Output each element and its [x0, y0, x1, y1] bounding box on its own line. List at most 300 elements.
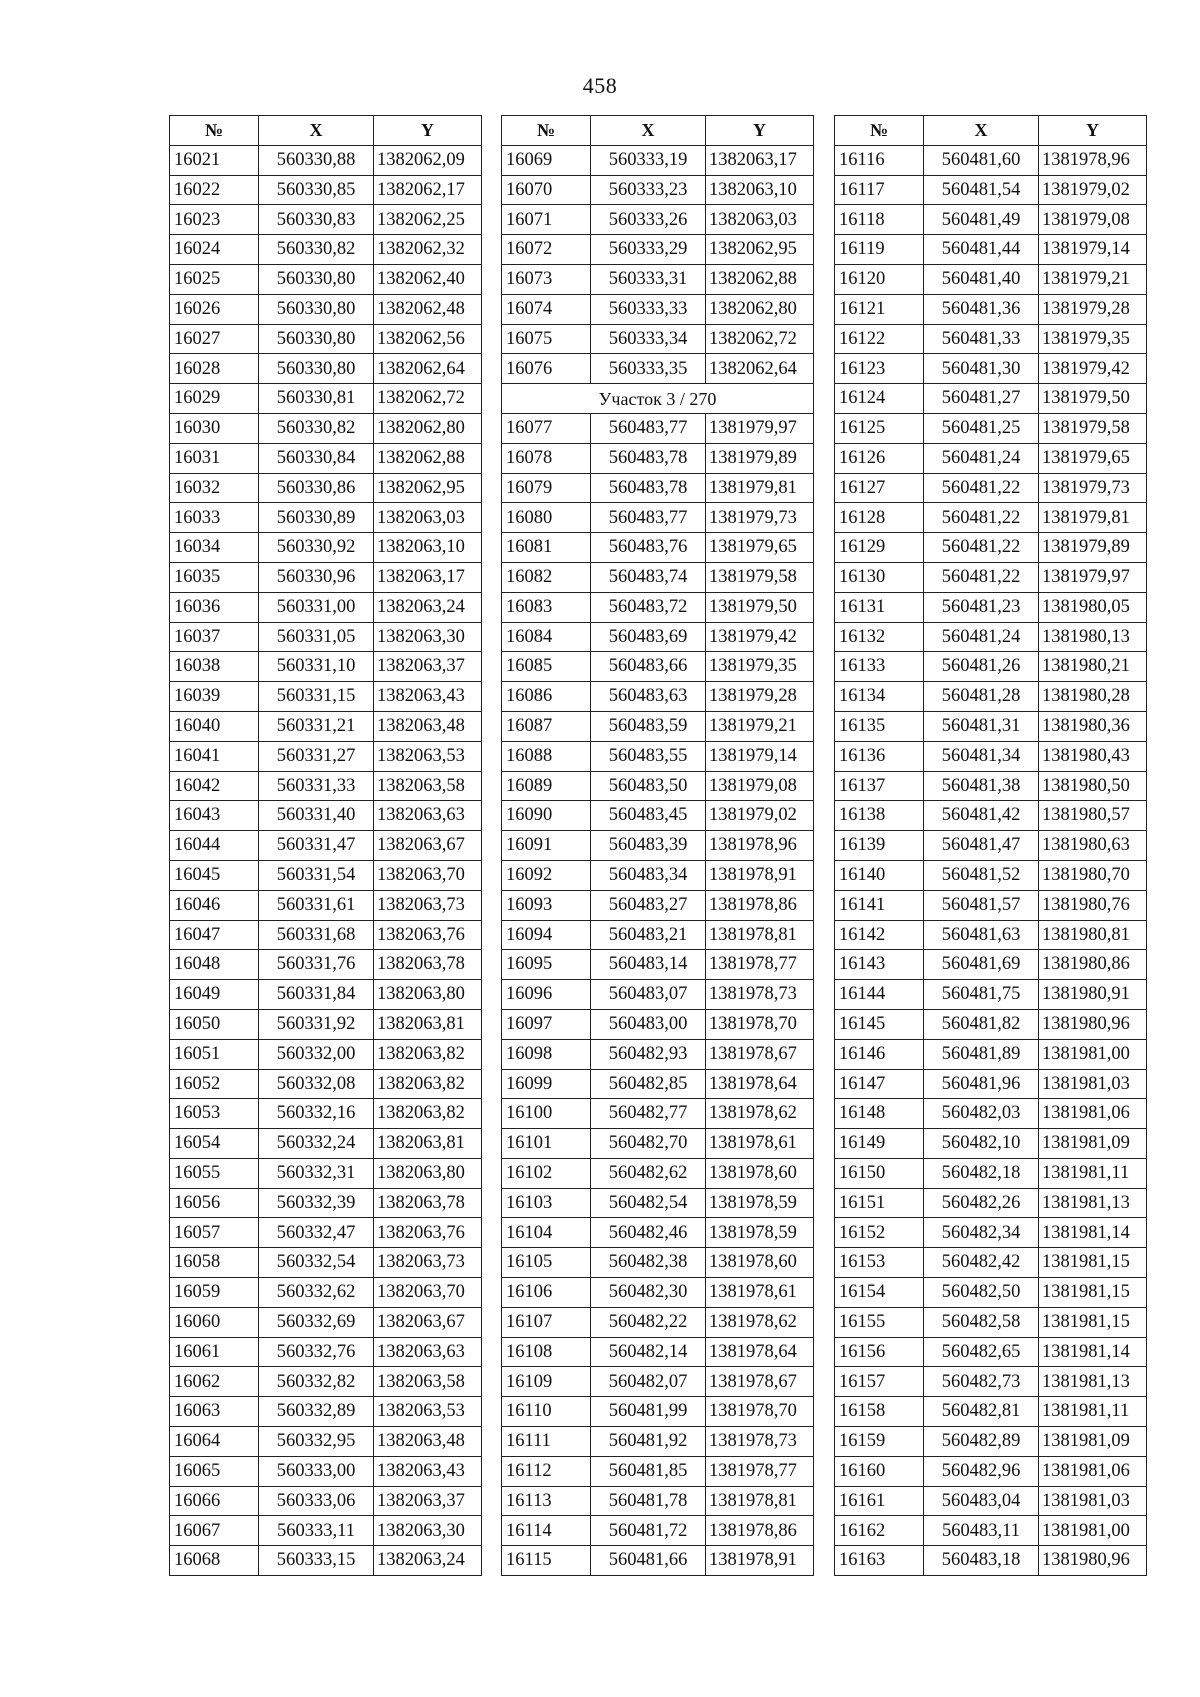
y-coordinate-cell: 1381981,03	[1039, 1486, 1147, 1516]
point-number-cell: 16103	[502, 1188, 591, 1218]
y-coordinate-cell: 1381978,60	[706, 1158, 814, 1188]
y-coordinate-cell: 1382063,53	[374, 1397, 482, 1427]
y-coordinate-cell: 1382063,48	[374, 1427, 482, 1457]
table-row	[502, 801, 814, 831]
x-coordinate-cell: 560330,86	[259, 473, 374, 503]
point-number-cell: 16114	[502, 1516, 591, 1546]
table-row	[170, 980, 482, 1010]
y-coordinate-cell: 1381978,70	[706, 1397, 814, 1427]
point-number-cell: 16048	[170, 950, 259, 980]
table-row	[835, 354, 1147, 384]
table-row	[835, 145, 1147, 175]
point-number-cell: 16123	[835, 354, 924, 384]
x-coordinate-cell: 560332,95	[259, 1427, 374, 1457]
point-number-cell: 16085	[502, 652, 591, 682]
y-coordinate-cell: 1381978,59	[706, 1188, 814, 1218]
table-row	[170, 920, 482, 950]
x-coordinate-cell: 560482,93	[591, 1039, 706, 1069]
table-row	[835, 860, 1147, 890]
point-number-cell: 16057	[170, 1218, 259, 1248]
table-row	[170, 801, 482, 831]
table-row	[835, 443, 1147, 473]
x-coordinate-cell: 560331,92	[259, 1009, 374, 1039]
point-number-cell: 16065	[170, 1456, 259, 1486]
x-coordinate-cell: 560481,78	[591, 1486, 706, 1516]
y-coordinate-cell: 1381978,59	[706, 1218, 814, 1248]
point-number-cell: 16034	[170, 533, 259, 563]
x-coordinate-cell: 560483,74	[591, 562, 706, 592]
x-coordinate-cell: 560481,22	[924, 533, 1039, 563]
table-row	[502, 175, 814, 205]
table-row	[170, 235, 482, 265]
x-coordinate-cell: 560332,16	[259, 1099, 374, 1129]
table-row	[835, 741, 1147, 771]
y-coordinate-cell: 1381979,65	[1039, 443, 1147, 473]
y-coordinate-cell: 1382063,24	[374, 592, 482, 622]
table-row	[835, 1486, 1147, 1516]
y-coordinate-cell: 1381981,11	[1039, 1158, 1147, 1188]
point-number-cell: 16091	[502, 831, 591, 861]
x-coordinate-cell: 560483,11	[924, 1516, 1039, 1546]
x-coordinate-cell: 560483,77	[591, 413, 706, 443]
y-coordinate-cell: 1381980,28	[1039, 682, 1147, 712]
table-row	[170, 473, 482, 503]
y-coordinate-cell: 1381979,89	[706, 443, 814, 473]
table-row	[835, 1129, 1147, 1159]
table-row	[170, 384, 482, 414]
y-coordinate-cell: 1382062,72	[374, 384, 482, 414]
table-row	[170, 1397, 482, 1427]
point-number-cell: 16094	[502, 920, 591, 950]
y-coordinate-cell: 1382063,76	[374, 920, 482, 950]
table-row	[502, 533, 814, 563]
table-row	[835, 1456, 1147, 1486]
table-row	[170, 1427, 482, 1457]
point-number-cell: 16132	[835, 622, 924, 652]
point-number-cell: 16078	[502, 443, 591, 473]
point-number-cell: 16119	[835, 235, 924, 265]
point-number-cell: 16061	[170, 1337, 259, 1367]
point-number-cell: 16077	[502, 413, 591, 443]
x-coordinate-cell: 560481,82	[924, 1009, 1039, 1039]
table-row	[502, 264, 814, 294]
y-coordinate-cell: 1382063,48	[374, 711, 482, 741]
y-coordinate-cell: 1381981,15	[1039, 1307, 1147, 1337]
table-row	[835, 473, 1147, 503]
point-number-cell: 16162	[835, 1516, 924, 1546]
y-coordinate-cell: 1382063,58	[374, 1367, 482, 1397]
point-number-cell: 16071	[502, 205, 591, 235]
y-coordinate-cell: 1382063,81	[374, 1129, 482, 1159]
point-number-cell: 16053	[170, 1099, 259, 1129]
x-coordinate-cell: 560481,22	[924, 503, 1039, 533]
x-coordinate-cell: 560483,04	[924, 1486, 1039, 1516]
point-number-cell: 16044	[170, 831, 259, 861]
page-number: 458	[582, 73, 618, 98]
point-number-cell: 16160	[835, 1456, 924, 1486]
x-coordinate-cell: 560483,45	[591, 801, 706, 831]
point-number-cell: 16066	[170, 1486, 259, 1516]
table-row	[170, 1158, 482, 1188]
y-coordinate-cell: 1382063,63	[374, 1337, 482, 1367]
x-coordinate-cell: 560483,77	[591, 503, 706, 533]
y-coordinate-cell: 1381979,28	[1039, 294, 1147, 324]
table-header-row	[835, 116, 1147, 146]
table-row	[835, 831, 1147, 861]
table-row	[835, 1069, 1147, 1099]
y-coordinate-cell: 1381981,09	[1039, 1129, 1147, 1159]
table-row	[502, 1397, 814, 1427]
y-coordinate-cell: 1382063,70	[374, 860, 482, 890]
x-coordinate-cell: 560330,96	[259, 562, 374, 592]
table-row	[170, 1546, 482, 1576]
x-coordinate-cell: 560330,92	[259, 533, 374, 563]
x-coordinate-cell: 560481,52	[924, 860, 1039, 890]
y-coordinate-cell: 1382063,37	[374, 652, 482, 682]
table-row	[502, 503, 814, 533]
table-row	[835, 384, 1147, 414]
y-coordinate-cell: 1382063,80	[374, 980, 482, 1010]
x-coordinate-cell: 560481,26	[924, 652, 1039, 682]
y-coordinate-cell: 1381978,64	[706, 1337, 814, 1367]
point-number-cell: 16140	[835, 860, 924, 890]
y-coordinate-cell: 1381978,77	[706, 950, 814, 980]
point-number-cell: 16063	[170, 1397, 259, 1427]
point-number-cell: 16151	[835, 1188, 924, 1218]
x-coordinate-cell: 560332,00	[259, 1039, 374, 1069]
point-number-cell: 16072	[502, 235, 591, 265]
point-number-cell: 16050	[170, 1009, 259, 1039]
y-coordinate-cell: 1381981,06	[1039, 1099, 1147, 1129]
x-coordinate-cell: 560482,42	[924, 1248, 1039, 1278]
table-row	[170, 1039, 482, 1069]
table-row	[835, 1337, 1147, 1367]
point-number-cell: 16056	[170, 1188, 259, 1218]
coordinates-table-2	[501, 115, 814, 1576]
x-coordinate-cell: 560481,60	[924, 145, 1039, 175]
y-coordinate-cell: 1381979,58	[1039, 413, 1147, 443]
table-row	[835, 1158, 1147, 1188]
table-row	[170, 1307, 482, 1337]
y-coordinate-cell: 1382063,67	[374, 1307, 482, 1337]
y-coordinate-cell: 1381980,43	[1039, 741, 1147, 771]
point-number-cell: 16102	[502, 1158, 591, 1188]
point-number-cell: 16112	[502, 1456, 591, 1486]
point-number-cell: 16093	[502, 890, 591, 920]
x-coordinate-cell: 560482,77	[591, 1099, 706, 1129]
x-coordinate-cell: 560482,46	[591, 1218, 706, 1248]
y-coordinate-cell: 1382063,30	[374, 622, 482, 652]
x-coordinate-cell: 560481,22	[924, 562, 1039, 592]
y-coordinate-cell: 1381981,15	[1039, 1278, 1147, 1308]
y-coordinate-cell: 1381979,73	[1039, 473, 1147, 503]
point-number-cell: 16076	[502, 354, 591, 384]
x-coordinate-cell: 560333,15	[259, 1546, 374, 1576]
point-number-cell: 16097	[502, 1009, 591, 1039]
x-coordinate-cell: 560333,23	[591, 175, 706, 205]
x-coordinate-cell: 560482,50	[924, 1278, 1039, 1308]
point-number-cell: 16104	[502, 1218, 591, 1248]
x-coordinate-cell: 560483,72	[591, 592, 706, 622]
x-coordinate-cell: 560483,78	[591, 473, 706, 503]
y-coordinate-cell: 1381981,06	[1039, 1456, 1147, 1486]
y-coordinate-cell: 1381979,14	[706, 741, 814, 771]
point-number-cell: 16136	[835, 741, 924, 771]
y-coordinate-cell: 1382062,88	[374, 443, 482, 473]
y-coordinate-cell: 1382063,03	[706, 205, 814, 235]
point-number-cell: 16139	[835, 831, 924, 861]
y-coordinate-cell: 1382063,58	[374, 771, 482, 801]
x-coordinate-cell: 560483,18	[924, 1546, 1039, 1576]
table-row	[170, 1486, 482, 1516]
y-coordinate-cell: 1382062,09	[374, 145, 482, 175]
table-row	[170, 324, 482, 354]
point-number-cell: 16095	[502, 950, 591, 980]
x-coordinate-cell: 560482,38	[591, 1248, 706, 1278]
point-number-cell: 16157	[835, 1367, 924, 1397]
point-number-cell: 16055	[170, 1158, 259, 1188]
point-number-cell: 16137	[835, 771, 924, 801]
y-coordinate-cell: 1381979,14	[1039, 235, 1147, 265]
x-coordinate-cell: 560482,96	[924, 1456, 1039, 1486]
y-coordinate-cell: 1382063,30	[374, 1516, 482, 1546]
header-number: №	[502, 116, 591, 146]
table-row	[502, 950, 814, 980]
y-coordinate-cell: 1381980,21	[1039, 652, 1147, 682]
x-coordinate-cell: 560333,11	[259, 1516, 374, 1546]
y-coordinate-cell: 1382062,88	[706, 264, 814, 294]
x-coordinate-cell: 560481,30	[924, 354, 1039, 384]
section-row	[502, 384, 814, 414]
table-row	[835, 1188, 1147, 1218]
table-row	[502, 682, 814, 712]
y-coordinate-cell: 1382063,53	[374, 741, 482, 771]
point-number-cell: 16099	[502, 1069, 591, 1099]
x-coordinate-cell: 560331,76	[259, 950, 374, 980]
table-row	[170, 175, 482, 205]
y-coordinate-cell: 1381978,67	[706, 1039, 814, 1069]
table-row	[835, 235, 1147, 265]
x-coordinate-cell: 560483,14	[591, 950, 706, 980]
y-coordinate-cell: 1381979,73	[706, 503, 814, 533]
table-row	[835, 652, 1147, 682]
table-row	[170, 413, 482, 443]
table-row	[502, 1546, 814, 1576]
y-coordinate-cell: 1382063,10	[706, 175, 814, 205]
table-row	[502, 1099, 814, 1129]
x-coordinate-cell: 560330,85	[259, 175, 374, 205]
x-coordinate-cell: 560481,69	[924, 950, 1039, 980]
point-number-cell: 16086	[502, 682, 591, 712]
table-row	[170, 741, 482, 771]
table-row	[835, 950, 1147, 980]
coordinates-table-3	[834, 115, 1147, 1576]
x-coordinate-cell: 560331,00	[259, 592, 374, 622]
y-coordinate-cell: 1381980,63	[1039, 831, 1147, 861]
x-coordinate-cell: 560482,26	[924, 1188, 1039, 1218]
point-number-cell: 16074	[502, 294, 591, 324]
y-coordinate-cell: 1382063,17	[706, 145, 814, 175]
x-coordinate-cell: 560330,82	[259, 235, 374, 265]
x-coordinate-cell: 560331,15	[259, 682, 374, 712]
table-row	[502, 831, 814, 861]
table-row	[502, 1129, 814, 1159]
point-number-cell: 16067	[170, 1516, 259, 1546]
y-coordinate-cell: 1381981,11	[1039, 1397, 1147, 1427]
point-number-cell: 16148	[835, 1099, 924, 1129]
x-coordinate-cell: 560482,89	[924, 1427, 1039, 1457]
table-row	[170, 145, 482, 175]
table-header-row	[502, 116, 814, 146]
point-number-cell: 16026	[170, 294, 259, 324]
table-row	[835, 980, 1147, 1010]
table-row	[835, 592, 1147, 622]
y-coordinate-cell: 1381979,02	[706, 801, 814, 831]
point-number-cell: 16134	[835, 682, 924, 712]
table-row	[170, 652, 482, 682]
table-row	[170, 1069, 482, 1099]
y-coordinate-cell: 1382063,17	[374, 562, 482, 592]
x-coordinate-cell: 560481,63	[924, 920, 1039, 950]
point-number-cell: 16111	[502, 1427, 591, 1457]
y-coordinate-cell: 1381979,50	[706, 592, 814, 622]
y-coordinate-cell: 1381978,81	[706, 920, 814, 950]
header-y: Y	[1039, 116, 1147, 146]
table-row	[170, 1337, 482, 1367]
point-number-cell: 16090	[502, 801, 591, 831]
point-number-cell: 16083	[502, 592, 591, 622]
x-coordinate-cell: 560483,69	[591, 622, 706, 652]
x-coordinate-cell: 560481,27	[924, 384, 1039, 414]
point-number-cell: 16127	[835, 473, 924, 503]
point-number-cell: 16106	[502, 1278, 591, 1308]
x-coordinate-cell: 560481,40	[924, 264, 1039, 294]
table-row	[835, 1546, 1147, 1576]
x-coordinate-cell: 560481,24	[924, 622, 1039, 652]
table-row	[502, 562, 814, 592]
y-coordinate-cell: 1381978,60	[706, 1248, 814, 1278]
y-coordinate-cell: 1381978,96	[706, 831, 814, 861]
x-coordinate-cell: 560483,63	[591, 682, 706, 712]
table-row	[502, 1248, 814, 1278]
y-coordinate-cell: 1382063,43	[374, 1456, 482, 1486]
point-number-cell: 16124	[835, 384, 924, 414]
point-number-cell: 16150	[835, 1158, 924, 1188]
x-coordinate-cell: 560482,70	[591, 1129, 706, 1159]
x-coordinate-cell: 560481,54	[924, 175, 1039, 205]
y-coordinate-cell: 1381978,77	[706, 1456, 814, 1486]
x-coordinate-cell: 560483,76	[591, 533, 706, 563]
table-row	[502, 354, 814, 384]
x-coordinate-cell: 560482,54	[591, 1188, 706, 1218]
table-row	[170, 562, 482, 592]
x-coordinate-cell: 560482,85	[591, 1069, 706, 1099]
x-coordinate-cell: 560333,29	[591, 235, 706, 265]
point-number-cell: 16027	[170, 324, 259, 354]
point-number-cell: 16069	[502, 145, 591, 175]
point-number-cell: 16141	[835, 890, 924, 920]
x-coordinate-cell: 560482,73	[924, 1367, 1039, 1397]
x-coordinate-cell: 560481,36	[924, 294, 1039, 324]
point-number-cell: 16115	[502, 1546, 591, 1576]
x-coordinate-cell: 560331,54	[259, 860, 374, 890]
x-coordinate-cell: 560330,84	[259, 443, 374, 473]
y-coordinate-cell: 1382063,82	[374, 1039, 482, 1069]
x-coordinate-cell: 560482,22	[591, 1307, 706, 1337]
point-number-cell: 16130	[835, 562, 924, 592]
x-coordinate-cell: 560333,06	[259, 1486, 374, 1516]
y-coordinate-cell: 1382063,73	[374, 1248, 482, 1278]
y-coordinate-cell: 1382062,95	[374, 473, 482, 503]
point-number-cell: 16109	[502, 1367, 591, 1397]
table-row	[502, 1158, 814, 1188]
table-row	[170, 205, 482, 235]
x-coordinate-cell: 560332,69	[259, 1307, 374, 1337]
y-coordinate-cell: 1381978,91	[706, 860, 814, 890]
header-x: X	[591, 116, 706, 146]
x-coordinate-cell: 560481,44	[924, 235, 1039, 265]
y-coordinate-cell: 1381981,13	[1039, 1188, 1147, 1218]
point-number-cell: 16161	[835, 1486, 924, 1516]
x-coordinate-cell: 560482,30	[591, 1278, 706, 1308]
x-coordinate-cell: 560483,55	[591, 741, 706, 771]
x-coordinate-cell: 560481,66	[591, 1546, 706, 1576]
point-number-cell: 16040	[170, 711, 259, 741]
point-number-cell: 16100	[502, 1099, 591, 1129]
table-row	[170, 354, 482, 384]
y-coordinate-cell: 1382062,17	[374, 175, 482, 205]
y-coordinate-cell: 1382063,10	[374, 533, 482, 563]
table-row	[502, 443, 814, 473]
point-number-cell: 16128	[835, 503, 924, 533]
y-coordinate-cell: 1381979,08	[706, 771, 814, 801]
x-coordinate-cell: 560332,39	[259, 1188, 374, 1218]
table-row	[502, 920, 814, 950]
y-coordinate-cell: 1381980,86	[1039, 950, 1147, 980]
y-coordinate-cell: 1381981,14	[1039, 1218, 1147, 1248]
table-row	[835, 1516, 1147, 1546]
table-row	[502, 1427, 814, 1457]
point-number-cell: 16081	[502, 533, 591, 563]
x-coordinate-cell: 560482,81	[924, 1397, 1039, 1427]
point-number-cell: 16052	[170, 1069, 259, 1099]
x-coordinate-cell: 560483,59	[591, 711, 706, 741]
x-coordinate-cell: 560332,82	[259, 1367, 374, 1397]
table-row	[835, 1248, 1147, 1278]
point-number-cell: 16029	[170, 384, 259, 414]
table-row	[835, 205, 1147, 235]
point-number-cell: 16096	[502, 980, 591, 1010]
point-number-cell: 16054	[170, 1129, 259, 1159]
x-coordinate-cell: 560483,66	[591, 652, 706, 682]
y-coordinate-cell: 1382062,80	[706, 294, 814, 324]
y-coordinate-cell: 1381979,65	[706, 533, 814, 563]
table-row	[835, 801, 1147, 831]
table-row	[170, 1188, 482, 1218]
x-coordinate-cell: 560330,80	[259, 324, 374, 354]
point-number-cell: 16098	[502, 1039, 591, 1069]
header-number: №	[170, 116, 259, 146]
x-coordinate-cell: 560331,21	[259, 711, 374, 741]
point-number-cell: 16163	[835, 1546, 924, 1576]
table-row	[170, 950, 482, 980]
x-coordinate-cell: 560330,82	[259, 413, 374, 443]
y-coordinate-cell: 1381979,97	[1039, 562, 1147, 592]
x-coordinate-cell: 560331,27	[259, 741, 374, 771]
y-coordinate-cell: 1381978,86	[706, 890, 814, 920]
point-number-cell: 16116	[835, 145, 924, 175]
x-coordinate-cell: 560483,00	[591, 1009, 706, 1039]
